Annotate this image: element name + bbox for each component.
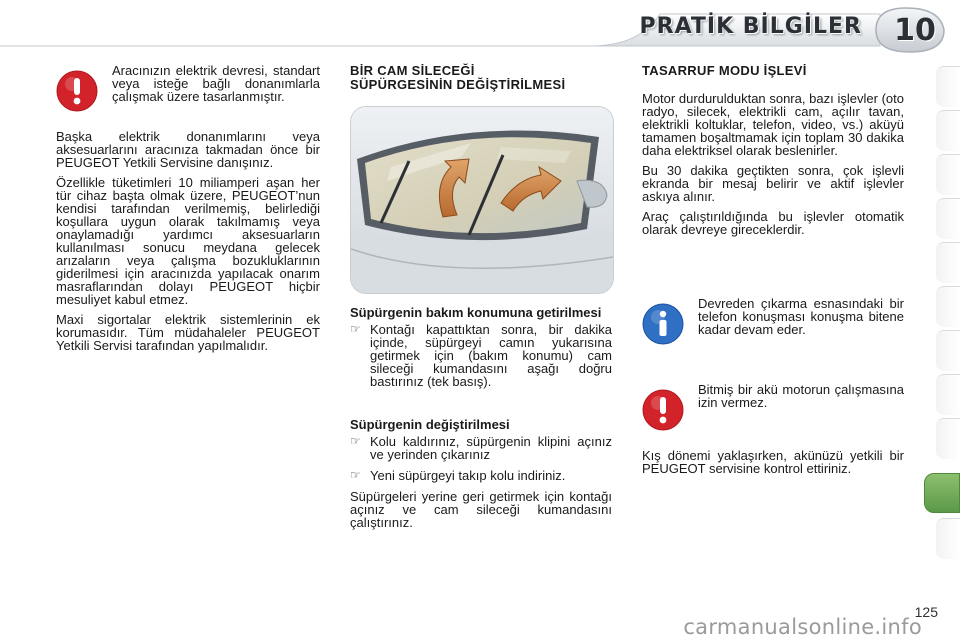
side-tab[interactable] xyxy=(936,418,960,459)
side-tab[interactable] xyxy=(936,286,960,327)
maintenance-title: Süpürgenin bakım konumuna getirilmesi xyxy=(350,305,602,320)
paragraph: Kış dönemi yaklaşırken, akünüzü yetkili bir PEUGEOT servisine kontrol ettiriniz. xyxy=(642,448,904,476)
warning-icon xyxy=(642,389,684,433)
warning-text: Aracınızın elektrik devresi, standart veya isteğe bağlı donanımlarla çalışmak üzere tasarlanmıştır. xyxy=(112,63,320,104)
paragraph: Motor durdurulduktan sonra, bazı işlevler (oto radyo, silecek, elektrikli cam, açılır tavan, elektrikli koltuklar, telefon, video, vs.) aküyü tamamen boşaltmamak için toplam 30 dakika daha elektriksel olarak beslenirler. xyxy=(642,91,904,158)
bullet-item xyxy=(350,323,612,388)
bullet-text: Kolu kaldırınız, süpürgenin klipini açınız ve yerinden çıkarınız xyxy=(370,434,612,462)
warning-block xyxy=(642,383,904,443)
side-tab[interactable] xyxy=(936,110,960,151)
info-icon xyxy=(642,303,684,347)
page-title: PRATİK BİLGİLER xyxy=(639,14,862,39)
side-tab[interactable] xyxy=(936,154,960,195)
side-tab[interactable] xyxy=(936,374,960,415)
bullet-text: Yeni süpürgeyi takıp kolu indiriniz. xyxy=(370,468,566,483)
right-column xyxy=(642,64,904,482)
spacer xyxy=(642,363,904,383)
info-block xyxy=(642,297,904,357)
info-text: Devreden çıkarma esnasındaki bir telefon konuşması konuşma bitene kadar devam eder. xyxy=(698,296,904,337)
watermark: carmanualsonline.info xyxy=(683,615,922,639)
bullet-item xyxy=(350,435,612,461)
replace-title: Süpürgenin değiştirilmesi xyxy=(350,417,510,432)
warning-text: Bitmiş bir akü motorun çalışmasına izin vermez. xyxy=(698,382,904,410)
section-title: TASARRUF MODU İŞLEVİ xyxy=(642,63,807,78)
side-tab[interactable] xyxy=(936,518,960,559)
paragraph: Süpürgeleri yerine geri getirmek için kontağı açınız ve cam sileceği kumandasını çalıştırınız. xyxy=(350,489,612,530)
paragraph: Araç çalıştırıldığında bu işlevler otomatik olarak devreye gireceklerdir. xyxy=(642,209,904,237)
side-tabs xyxy=(928,66,960,576)
paragraph: Özellikle tüketimleri 10 miliamperi aşan her tür cihaz başta olmak üzere, PEUGEOT’nun kendisi tarafından verilmemiş, belirlediği koşullara uygun olarak takılmamış veya onaylamadığı yardımcı aksesuarların kullanılması sonucu meydana gelecek arızaların veya çalışma bozukluklarının giderilmesi için aracınızda yapılacak onarım masraflarından dolayı PEUGEOT hiçbir mesuliyet kabul etmez. xyxy=(56,175,320,307)
paragraph: Bu 30 dakika geçtikten sonra, çok işlevli ekranda bir mesaj belirir ve aktif işlevler askıya alınır. xyxy=(642,163,904,204)
paragraph: Başka elektrik donanımlarını veya aksesuarlarını aracınıza takmadan önce bir PEUGEOT Yetkili Servisine danışınız. xyxy=(56,129,320,170)
bullet-hand-icon: ☞ xyxy=(350,322,361,336)
section-title xyxy=(350,64,612,92)
warning-icon xyxy=(56,70,98,114)
spacer xyxy=(642,243,904,297)
bullet-hand-icon: ☞ xyxy=(350,434,361,448)
paragraph: Maxi sigortalar elektrik sistemlerinin ek korumasıdır. Tüm müdahaleler PEUGEOT Yetkili Servisi tarafından yapılmalıdır. xyxy=(56,312,320,353)
bullet-item xyxy=(350,469,612,482)
section-title-line: BİR CAM SİLECEĞİ xyxy=(350,63,475,78)
side-tab-active[interactable] xyxy=(924,473,960,513)
page-number: 125 xyxy=(914,604,938,620)
side-tab[interactable] xyxy=(936,242,960,283)
windscreen-wiper-illustration xyxy=(350,106,614,294)
side-tab[interactable] xyxy=(936,66,960,107)
middle-column xyxy=(350,64,612,536)
side-tab[interactable] xyxy=(936,330,960,371)
side-tab[interactable] xyxy=(936,198,960,239)
section-title-line: SÜPÜRGESİNİN DEĞİŞTİRİLMESİ xyxy=(350,77,566,92)
spacer xyxy=(350,396,612,418)
chapter-number: 10 xyxy=(894,12,936,48)
warning-block xyxy=(56,64,320,124)
bullet-text: Kontağı kapattıktan sonra, bir dakika içinde, süpürgeyi camın yukarısına getirmek için (bakım konumu) cam sileceği kumandasını aşağı doğru bastırınız (tek basış). xyxy=(370,322,612,389)
left-column xyxy=(56,64,320,359)
bullet-hand-icon: ☞ xyxy=(350,468,361,482)
